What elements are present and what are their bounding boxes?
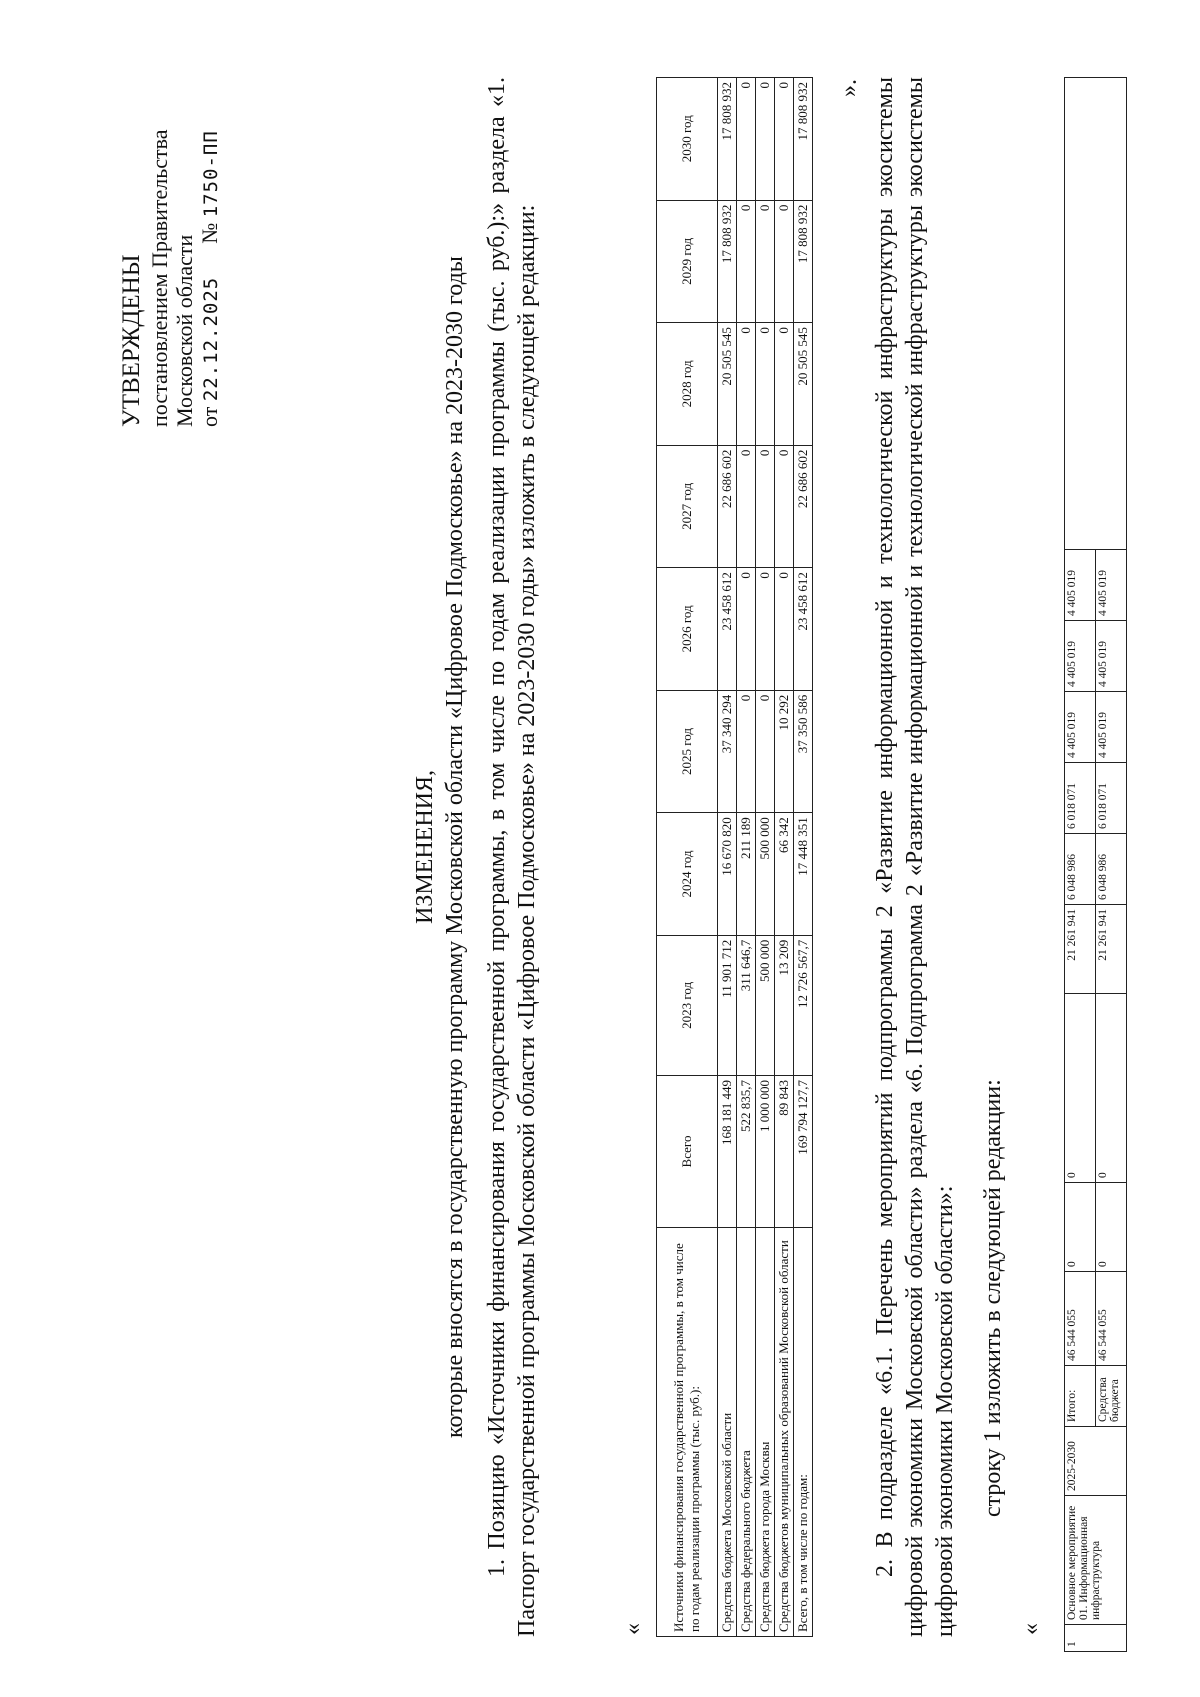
cell: 6 048 986 (1096, 834, 1127, 905)
cell: 0 (737, 690, 756, 813)
cell: 0 (756, 445, 775, 568)
cell: 20 505 545 (718, 323, 737, 446)
cell: 0 (756, 78, 775, 201)
approval-date-prefix: от (197, 406, 223, 427)
cell: 169 794 127,7 (794, 1075, 813, 1227)
cell: 11 901 712 (718, 935, 737, 1075)
approval-number-prefix: № (197, 222, 223, 244)
cell: 20 505 545 (794, 323, 813, 446)
cell: 37 340 294 (718, 690, 737, 813)
cell: 0 (737, 568, 756, 691)
cell: 0 (775, 568, 794, 691)
cell: 4 405 019 (1096, 692, 1127, 763)
cell: 168 181 449 (718, 1075, 737, 1227)
cell: 0 (1065, 994, 1096, 1183)
item-1-paragraph: 1. Позицию «Источники финансирования государственной программы, в том числе по годам реализации программы (тыс. руб.):» раздела «1. Паспорт государственной программы Московской области «Цифровое Подмосковье» на 2023-2030 годы» изложить в следующей редакции: (484, 77, 540, 1637)
cell: 500 000 (756, 813, 775, 936)
finance-table (656, 77, 813, 1637)
finance-header-row (657, 78, 718, 1637)
cell: 311 646,7 (737, 935, 756, 1075)
cell: 23 458 612 (718, 568, 737, 691)
finance-header-source: Источники финансирования государственной программы, в том числе по годам реализации программы (тыс. руб.): (657, 1228, 718, 1637)
item-1-close-quote: ». (836, 79, 862, 97)
cell: 46 544 055 (1065, 1272, 1096, 1366)
item-2-open-quote: « (1018, 1623, 1044, 1635)
cell: 16 670 820 (718, 813, 737, 936)
approval-line-2: Московской области (172, 234, 198, 427)
cell: 12 726 567,7 (794, 935, 813, 1075)
cell: 0 (756, 200, 775, 323)
finance-header-2025: 2025 год (657, 690, 718, 813)
finance-header-2026: 2026 год (657, 568, 718, 691)
cell: 4 405 019 (1096, 550, 1127, 621)
finance-header-2023: 2023 год (657, 935, 718, 1075)
finance-header-2024: 2024 год (657, 813, 718, 936)
item-2-subtext: строку 1 изложить в следующей редакции: (980, 1079, 1006, 1517)
cell: Всего, в том числе по годам: (794, 1228, 813, 1637)
cell: 0 (737, 445, 756, 568)
activity-source-budget: Средства бюджета (1096, 1366, 1127, 1427)
cell: 0 (756, 323, 775, 446)
cell: 23 458 612 (794, 568, 813, 691)
approval-date-line (197, 27, 223, 427)
activity-row-total (1065, 78, 1096, 1652)
finance-row-moscow (756, 78, 775, 1637)
cell: 4 405 019 (1065, 550, 1096, 621)
cell: 10 292 (775, 690, 794, 813)
cell: 0 (737, 200, 756, 323)
item-1-open-quote: « (620, 1623, 646, 1635)
cell: 21 261 941 (1065, 905, 1096, 994)
cell: 0 (775, 200, 794, 323)
cell: Средства федерального бюджета (737, 1228, 756, 1637)
cell: 522 835,7 (737, 1075, 756, 1227)
cell: 17 448 351 (794, 813, 813, 936)
cell: 6 018 071 (1096, 763, 1127, 834)
finance-header-2027: 2027 год (657, 445, 718, 568)
document-title (410, 147, 470, 1547)
cell: 4 405 019 (1065, 692, 1096, 763)
cell: 4 405 019 (1096, 621, 1127, 692)
approval-number: 1750-ПП (200, 130, 223, 218)
cell: 89 843 (775, 1075, 794, 1227)
finance-header-2028: 2028 год (657, 323, 718, 446)
cell: 4 405 019 (1065, 621, 1096, 692)
approval-block (118, 27, 223, 427)
activity-period: 2025-2030 (1065, 1427, 1127, 1496)
finance-row-total (794, 78, 813, 1637)
activity-source-total: Итого: (1065, 1366, 1096, 1427)
cell: 0 (1096, 994, 1127, 1183)
cell: 0 (775, 78, 794, 201)
cell: 17 808 932 (794, 78, 813, 201)
cell: Средства бюджета города Москвы (756, 1228, 775, 1637)
cell: 66 342 (775, 813, 794, 936)
activity-row-number: 1 (1065, 1625, 1127, 1652)
item-2-paragraph: 2. В подразделе «6.1. Перечень мероприятий подпрограммы 2 «Развитие информационной и технологической инфраструктуры экосистемы цифровой экономики Московской области» раздела «6. Подпрограмма 2 «Развитие информационной и технологической инфраструктуры экосистемы цифровой экономики Московской области»: (872, 77, 958, 1637)
cell: 0 (775, 323, 794, 446)
cell: 0 (756, 568, 775, 691)
activity-extra-cell (1065, 78, 1127, 550)
approval-line-1: постановлением Правительства (146, 129, 172, 427)
cell: 0 (1065, 1183, 1096, 1272)
cell: 46 544 055 (1096, 1272, 1127, 1366)
cell: 211 189 (737, 813, 756, 936)
title-line-2: которые вносятся в государственную программу Московской области «Цифровое Подмосковье» на 2023-2030 годы (442, 256, 468, 1438)
cell: Средства бюджета Московской области (718, 1228, 737, 1637)
finance-header-total: Всего (657, 1075, 718, 1227)
cell: 17 808 932 (718, 78, 737, 201)
finance-header-2030: 2030 год (657, 78, 718, 201)
cell: 0 (737, 323, 756, 446)
finance-row-federal (737, 78, 756, 1637)
cell: 6 048 986 (1065, 834, 1096, 905)
cell: 13 209 (775, 935, 794, 1075)
finance-header-2029: 2029 год (657, 200, 718, 323)
cell: 500 000 (756, 935, 775, 1075)
cell: 1 000 000 (756, 1075, 775, 1227)
approval-date: 22.12.2025 (200, 276, 223, 402)
approval-heading: УТВЕРЖДЕНЫ (118, 254, 145, 427)
cell: 0 (775, 445, 794, 568)
cell: 0 (1096, 1183, 1127, 1272)
cell: 22 686 602 (718, 445, 737, 568)
cell: 0 (737, 78, 756, 201)
cell: Средства бюджетов муниципальных образований Московской области (775, 1228, 794, 1637)
cell: 6 018 071 (1065, 763, 1096, 834)
cell: 17 808 932 (718, 200, 737, 323)
cell: 37 350 586 (794, 690, 813, 813)
title-line-1: ИЗМЕНЕНИЯ, (412, 769, 438, 925)
cell: 21 261 941 (1096, 905, 1127, 994)
activity-table (1064, 77, 1127, 1652)
cell: 17 808 932 (794, 200, 813, 323)
activity-name: Основное мероприятие 01. Информационная инфраструктура (1065, 1496, 1127, 1625)
cell: 0 (756, 690, 775, 813)
finance-row-municipal (775, 78, 794, 1637)
cell: 22 686 602 (794, 445, 813, 568)
finance-row-regional (718, 78, 737, 1637)
